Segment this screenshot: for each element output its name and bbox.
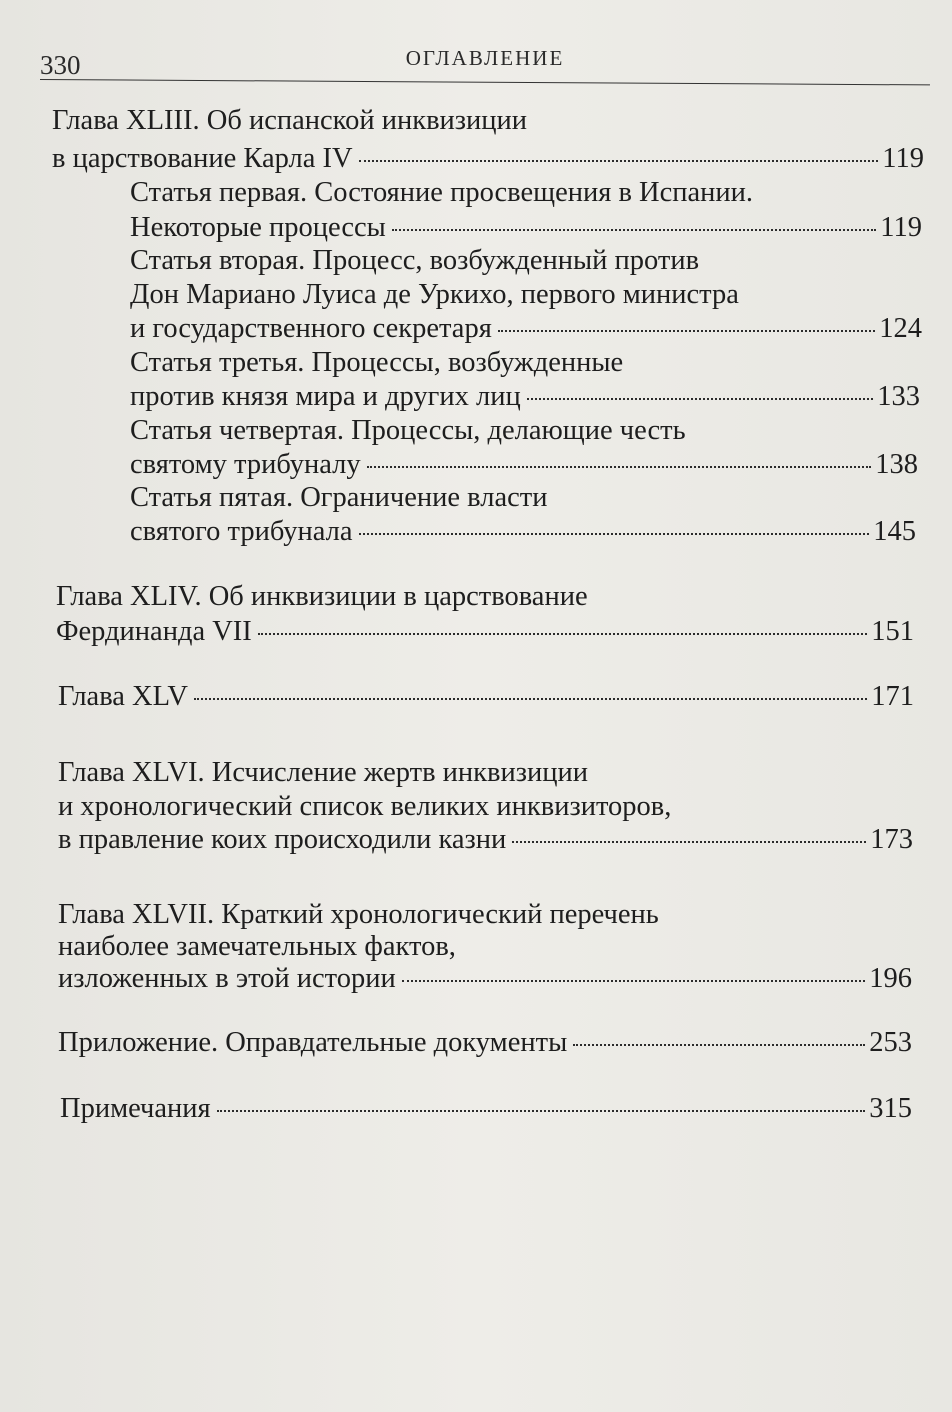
toc-page-number: 119 [882,143,924,174]
toc-page-number: 315 [869,1093,912,1124]
toc-entry-text: изложенных в этой истории [58,963,396,994]
dot-leader [217,1110,866,1112]
toc-ch43-line1: Глава XLIII. Об испанской инквизиции [52,105,528,136]
dot-leader [194,698,867,700]
toc-page-number: 124 [879,313,922,344]
toc-article3-line1: Статья третья. Процессы, возбужденные [130,347,624,378]
page-number: 330 [40,50,81,80]
toc-entry-text: Глава XLV [58,681,189,712]
dot-leader [402,980,865,982]
toc-entry-text: против князя мира и других лиц [130,381,521,412]
toc-entry-notes [60,1092,912,1126]
toc-entry-article3 [130,380,920,414]
dot-leader [258,633,867,635]
toc-ch47-line2: наиболее замечательных фактов, [58,931,456,962]
toc-page-number: 173 [870,824,913,855]
toc-entry-article2 [130,312,922,346]
running-title: ОГЛАВЛЕНИЕ [405,46,565,70]
dot-leader [498,330,875,332]
toc-ch46-line1: Глава XLVI. Исчисление жертв инквизиции [58,757,589,788]
toc-entry-text: святого трибунала [130,516,353,547]
toc-article4-line1: Статья четвертая. Процессы, делающие честь [130,415,686,446]
toc-page-number: 145 [873,516,916,547]
toc-entry-article1 [130,211,922,245]
toc-entry-text: Некоторые процессы [130,212,386,243]
toc-entry-ch47 [58,962,912,996]
toc-page-number: 151 [871,616,914,647]
toc-entry-article5 [130,515,916,549]
dot-leader [359,160,879,162]
toc-entry-ch46 [58,823,913,857]
toc-article2-line1: Статья вторая. Процесс, возбужденный против [130,245,700,276]
toc-ch46-line2: и хронологический список великих инквизиторов, [58,791,672,822]
toc-page-number: 196 [869,963,912,994]
toc-ch44-line1: Глава XLIV. Об инквизиции в царствование [56,581,588,612]
toc-entry-text: Примечания [60,1093,211,1124]
dot-leader [392,229,876,231]
toc-page-number: 138 [875,449,918,480]
toc-entry-text: и государственного секретаря [130,313,492,344]
dot-leader [512,841,866,843]
toc-entry-ch45 [58,680,914,714]
toc-entry-text: Приложение. Оправдательные документы [58,1027,568,1058]
dot-leader [573,1044,865,1046]
toc-entry-ch43 [52,142,924,176]
toc-entry-appendix [58,1026,912,1060]
toc-entry-text: в царствование Карла IV [52,143,353,174]
toc-ch47-line1: Глава XLVII. Краткий хронологический перечень [58,899,659,930]
toc-article5-line1: Статья пятая. Ограничение власти [130,482,548,513]
toc-page-number: 119 [880,212,922,243]
toc-entry-text: в правление коих происходили казни [58,824,507,855]
toc-entry-ch44 [56,615,914,649]
toc-page-number: 253 [869,1027,912,1058]
toc-page-number: 171 [871,681,914,712]
dot-leader [359,533,870,535]
toc-entry-text: Фердинанда VII [56,616,252,647]
toc-article2-line2: Дон Мариано Луиса де Уркихо, первого министра [130,279,739,310]
toc-entry-text: святому трибуналу [130,449,361,480]
dot-leader [527,398,874,400]
toc-page-number: 133 [877,381,920,412]
toc-article1-line1: Статья первая. Состояние просвещения в Испании. [130,177,754,208]
toc-entry-article4 [130,448,918,482]
dot-leader [367,466,872,468]
